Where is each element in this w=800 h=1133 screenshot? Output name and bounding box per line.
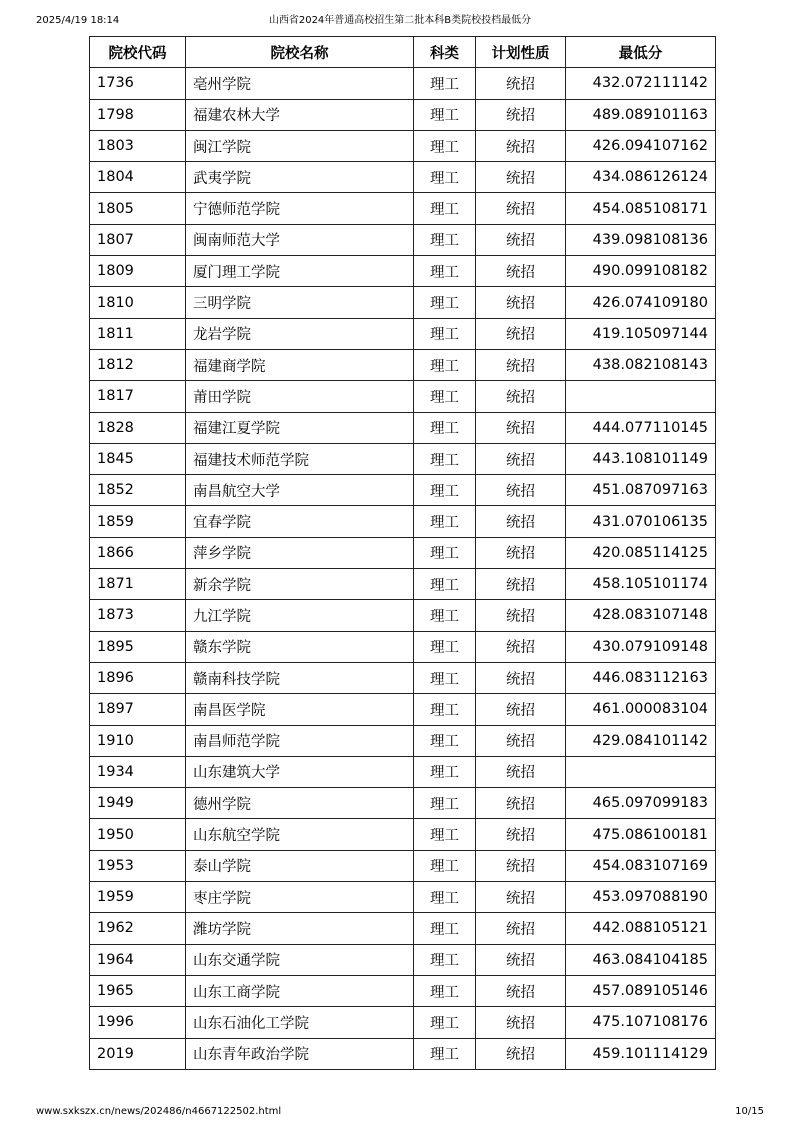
min-score-cell: 429.084101142 xyxy=(566,725,716,756)
school-name-cell: 潍坊学院 xyxy=(186,913,414,944)
table-row xyxy=(90,662,716,693)
school-name-cell: 龙岩学院 xyxy=(186,318,414,349)
column-header-plan-type: 计划性质 xyxy=(476,37,566,68)
min-score-cell: 442.088105121 xyxy=(566,913,716,944)
table-row xyxy=(90,381,716,412)
category-cell: 理工 xyxy=(414,788,476,819)
school-name-cell: 闽江学院 xyxy=(186,130,414,161)
school-name-cell: 九江学院 xyxy=(186,600,414,631)
category-cell: 理工 xyxy=(414,756,476,787)
category-cell: 理工 xyxy=(414,162,476,193)
table-row xyxy=(90,537,716,568)
school-name-cell: 山东航空学院 xyxy=(186,819,414,850)
plan-type-cell: 统招 xyxy=(476,944,566,975)
plan-type-cell: 统招 xyxy=(476,381,566,412)
school-name-cell: 南昌师范学院 xyxy=(186,725,414,756)
school-name-cell: 萍乡学院 xyxy=(186,537,414,568)
min-score-cell: 426.094107162 xyxy=(566,130,716,161)
plan-type-cell: 统招 xyxy=(476,600,566,631)
min-score-cell: 430.079109148 xyxy=(566,631,716,662)
school-name-cell: 莆田学院 xyxy=(186,381,414,412)
school-name-cell: 山东工商学院 xyxy=(186,975,414,1006)
table-row xyxy=(90,975,716,1006)
document-title: 山西省2024年普通高校招生第二批本科B类院校投档最低分 xyxy=(268,15,532,26)
table-row xyxy=(90,224,716,255)
school-code-cell: 1803 xyxy=(90,130,186,161)
table-row xyxy=(90,569,716,600)
category-cell: 理工 xyxy=(414,569,476,600)
min-score-cell: 443.108101149 xyxy=(566,443,716,474)
school-code-cell: 1812 xyxy=(90,349,186,380)
min-score-cell xyxy=(566,756,716,787)
category-cell: 理工 xyxy=(414,256,476,287)
min-score-cell: 463.084104185 xyxy=(566,944,716,975)
category-cell: 理工 xyxy=(414,882,476,913)
table-row xyxy=(90,600,716,631)
table-row xyxy=(90,68,716,99)
plan-type-cell: 统招 xyxy=(476,287,566,318)
school-code-cell: 1996 xyxy=(90,1007,186,1038)
school-name-cell: 厦门理工学院 xyxy=(186,256,414,287)
plan-type-cell: 统招 xyxy=(476,662,566,693)
category-cell: 理工 xyxy=(414,412,476,443)
category-cell: 理工 xyxy=(414,694,476,725)
admission-score-table xyxy=(89,36,716,1070)
school-code-cell: 1798 xyxy=(90,99,186,130)
plan-type-cell: 统招 xyxy=(476,756,566,787)
school-code-cell: 1950 xyxy=(90,819,186,850)
school-code-cell: 1866 xyxy=(90,537,186,568)
category-cell: 理工 xyxy=(414,99,476,130)
min-score-cell: 454.085108171 xyxy=(566,193,716,224)
print-footer xyxy=(36,1105,764,1119)
school-name-cell: 宁德师范学院 xyxy=(186,193,414,224)
column-header-min-score: 最低分 xyxy=(566,37,716,68)
school-name-cell: 山东青年政治学院 xyxy=(186,1038,414,1069)
table-row xyxy=(90,475,716,506)
school-name-cell: 山东交通学院 xyxy=(186,944,414,975)
school-code-cell: 1895 xyxy=(90,631,186,662)
plan-type-cell: 统招 xyxy=(476,850,566,881)
min-score-cell: 431.070106135 xyxy=(566,506,716,537)
plan-type-cell: 统招 xyxy=(476,193,566,224)
school-name-cell: 赣南科技学院 xyxy=(186,662,414,693)
plan-type-cell: 统招 xyxy=(476,1007,566,1038)
min-score-cell: 458.105101174 xyxy=(566,569,716,600)
min-score-cell: 465.097099183 xyxy=(566,788,716,819)
min-score-cell: 434.086126124 xyxy=(566,162,716,193)
plan-type-cell: 统招 xyxy=(476,1038,566,1069)
min-score-cell: 459.101114129 xyxy=(566,1038,716,1069)
table-row xyxy=(90,412,716,443)
min-score-cell: 475.086100181 xyxy=(566,819,716,850)
table-header-row xyxy=(90,37,716,68)
school-name-cell: 福建江夏学院 xyxy=(186,412,414,443)
school-name-cell: 山东建筑大学 xyxy=(186,756,414,787)
plan-type-cell: 统招 xyxy=(476,506,566,537)
category-cell: 理工 xyxy=(414,224,476,255)
school-code-cell: 1897 xyxy=(90,694,186,725)
table-row xyxy=(90,819,716,850)
school-name-cell: 武夷学院 xyxy=(186,162,414,193)
plan-type-cell: 统招 xyxy=(476,788,566,819)
min-score-cell: 461.000083104 xyxy=(566,694,716,725)
table-row xyxy=(90,99,716,130)
plan-type-cell: 统招 xyxy=(476,130,566,161)
school-code-cell: 1859 xyxy=(90,506,186,537)
column-header-category: 科类 xyxy=(414,37,476,68)
min-score-cell: 454.083107169 xyxy=(566,850,716,881)
school-code-cell: 2019 xyxy=(90,1038,186,1069)
plan-type-cell: 统招 xyxy=(476,68,566,99)
school-name-cell: 宜春学院 xyxy=(186,506,414,537)
plan-type-cell: 统招 xyxy=(476,631,566,662)
column-header-name: 院校名称 xyxy=(186,37,414,68)
school-code-cell: 1736 xyxy=(90,68,186,99)
table-row xyxy=(90,349,716,380)
category-cell: 理工 xyxy=(414,318,476,349)
plan-type-cell: 统招 xyxy=(476,99,566,130)
school-code-cell: 1845 xyxy=(90,443,186,474)
school-name-cell: 泰山学院 xyxy=(186,850,414,881)
school-code-cell: 1934 xyxy=(90,756,186,787)
school-code-cell: 1964 xyxy=(90,944,186,975)
category-cell: 理工 xyxy=(414,600,476,631)
min-score-cell: 451.087097163 xyxy=(566,475,716,506)
min-score-cell: 446.083112163 xyxy=(566,662,716,693)
school-name-cell: 山东石油化工学院 xyxy=(186,1007,414,1038)
school-code-cell: 1871 xyxy=(90,569,186,600)
min-score-cell: 426.074109180 xyxy=(566,287,716,318)
min-score-cell: 428.083107148 xyxy=(566,600,716,631)
table-row xyxy=(90,850,716,881)
table-row xyxy=(90,443,716,474)
school-name-cell: 赣东学院 xyxy=(186,631,414,662)
category-cell: 理工 xyxy=(414,475,476,506)
min-score-cell: 444.077110145 xyxy=(566,412,716,443)
category-cell: 理工 xyxy=(414,381,476,412)
category-cell: 理工 xyxy=(414,68,476,99)
plan-type-cell: 统招 xyxy=(476,443,566,474)
plan-type-cell: 统招 xyxy=(476,162,566,193)
school-name-cell: 亳州学院 xyxy=(186,68,414,99)
min-score-cell: 420.085114125 xyxy=(566,537,716,568)
min-score-cell xyxy=(566,381,716,412)
plan-type-cell: 统招 xyxy=(476,882,566,913)
school-code-cell: 1810 xyxy=(90,287,186,318)
min-score-cell: 475.107108176 xyxy=(566,1007,716,1038)
category-cell: 理工 xyxy=(414,913,476,944)
plan-type-cell: 统招 xyxy=(476,537,566,568)
school-code-cell: 1965 xyxy=(90,975,186,1006)
plan-type-cell: 统招 xyxy=(476,913,566,944)
school-code-cell: 1804 xyxy=(90,162,186,193)
category-cell: 理工 xyxy=(414,443,476,474)
school-name-cell: 南昌医学院 xyxy=(186,694,414,725)
category-cell: 理工 xyxy=(414,193,476,224)
table-row xyxy=(90,1038,716,1069)
school-code-cell: 1949 xyxy=(90,788,186,819)
page-url: www.sxkszx.cn/news/202486/n4667122502.html xyxy=(36,1106,282,1117)
table-row xyxy=(90,788,716,819)
school-code-cell: 1852 xyxy=(90,475,186,506)
table-row xyxy=(90,287,716,318)
school-code-cell: 1828 xyxy=(90,412,186,443)
print-header xyxy=(36,14,764,28)
table-row xyxy=(90,506,716,537)
category-cell: 理工 xyxy=(414,287,476,318)
min-score-cell: 438.082108143 xyxy=(566,349,716,380)
table-body xyxy=(90,68,716,1070)
print-datetime: 2025/4/19 18:14 xyxy=(36,15,120,26)
school-name-cell: 三明学院 xyxy=(186,287,414,318)
school-code-cell: 1817 xyxy=(90,381,186,412)
table-row xyxy=(90,725,716,756)
table-row xyxy=(90,318,716,349)
plan-type-cell: 统招 xyxy=(476,819,566,850)
table-row xyxy=(90,882,716,913)
school-name-cell: 枣庄学院 xyxy=(186,882,414,913)
school-code-cell: 1805 xyxy=(90,193,186,224)
school-name-cell: 德州学院 xyxy=(186,788,414,819)
category-cell: 理工 xyxy=(414,1007,476,1038)
school-code-cell: 1811 xyxy=(90,318,186,349)
table-row xyxy=(90,913,716,944)
table-row xyxy=(90,1007,716,1038)
plan-type-cell: 统招 xyxy=(476,975,566,1006)
category-cell: 理工 xyxy=(414,506,476,537)
min-score-cell: 419.105097144 xyxy=(566,318,716,349)
table-row xyxy=(90,130,716,161)
category-cell: 理工 xyxy=(414,725,476,756)
category-cell: 理工 xyxy=(414,975,476,1006)
school-code-cell: 1953 xyxy=(90,850,186,881)
school-name-cell: 新余学院 xyxy=(186,569,414,600)
school-code-cell: 1910 xyxy=(90,725,186,756)
min-score-cell: 490.099108182 xyxy=(566,256,716,287)
plan-type-cell: 统招 xyxy=(476,569,566,600)
table-row xyxy=(90,756,716,787)
school-name-cell: 福建商学院 xyxy=(186,349,414,380)
plan-type-cell: 统招 xyxy=(476,412,566,443)
min-score-cell: 439.098108136 xyxy=(566,224,716,255)
school-name-cell: 南昌航空大学 xyxy=(186,475,414,506)
plan-type-cell: 统招 xyxy=(476,318,566,349)
page-number: 10/15 xyxy=(735,1106,764,1117)
column-header-code: 院校代码 xyxy=(90,37,186,68)
category-cell: 理工 xyxy=(414,537,476,568)
min-score-cell: 489.089101163 xyxy=(566,99,716,130)
category-cell: 理工 xyxy=(414,819,476,850)
plan-type-cell: 统招 xyxy=(476,349,566,380)
school-code-cell: 1962 xyxy=(90,913,186,944)
plan-type-cell: 统招 xyxy=(476,475,566,506)
school-name-cell: 福建农林大学 xyxy=(186,99,414,130)
plan-type-cell: 统招 xyxy=(476,725,566,756)
category-cell: 理工 xyxy=(414,130,476,161)
table-row xyxy=(90,256,716,287)
min-score-cell: 432.072111142 xyxy=(566,68,716,99)
table-row xyxy=(90,631,716,662)
category-cell: 理工 xyxy=(414,349,476,380)
table-row xyxy=(90,162,716,193)
min-score-cell: 453.097088190 xyxy=(566,882,716,913)
category-cell: 理工 xyxy=(414,1038,476,1069)
school-code-cell: 1807 xyxy=(90,224,186,255)
school-code-cell: 1809 xyxy=(90,256,186,287)
plan-type-cell: 统招 xyxy=(476,224,566,255)
category-cell: 理工 xyxy=(414,662,476,693)
school-code-cell: 1873 xyxy=(90,600,186,631)
category-cell: 理工 xyxy=(414,631,476,662)
school-code-cell: 1959 xyxy=(90,882,186,913)
school-code-cell: 1896 xyxy=(90,662,186,693)
category-cell: 理工 xyxy=(414,850,476,881)
table-row xyxy=(90,193,716,224)
plan-type-cell: 统招 xyxy=(476,256,566,287)
category-cell: 理工 xyxy=(414,944,476,975)
table-row xyxy=(90,944,716,975)
table-row xyxy=(90,694,716,725)
min-score-cell: 457.089105146 xyxy=(566,975,716,1006)
school-name-cell: 福建技术师范学院 xyxy=(186,443,414,474)
plan-type-cell: 统招 xyxy=(476,694,566,725)
school-name-cell: 闽南师范大学 xyxy=(186,224,414,255)
